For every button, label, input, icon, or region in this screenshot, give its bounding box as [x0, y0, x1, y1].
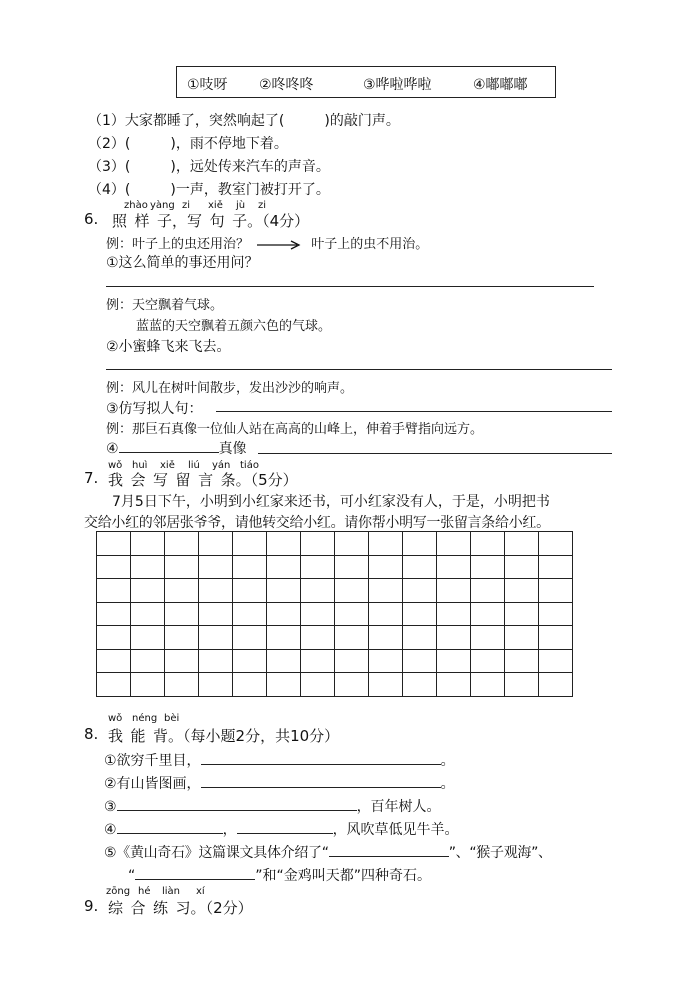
grid-cell[interactable] [233, 579, 267, 603]
q5-item-4-suffix: )一声，教室门被打开了。 [170, 182, 330, 198]
pinyin: zi [182, 200, 191, 211]
option-4: ④嘟嘟嘟 [473, 77, 528, 93]
q8-heading [84, 725, 340, 745]
grid-cell[interactable] [369, 626, 403, 650]
grid-cell[interactable] [131, 673, 165, 697]
pinyin: xiě [160, 460, 175, 471]
grid-row [97, 579, 573, 603]
q5-item-3-suffix: )，远处传来汽车的声音。 [170, 159, 330, 175]
grid-cell[interactable] [437, 649, 471, 673]
grid-cell[interactable] [369, 673, 403, 697]
q8-item-1 [104, 750, 455, 770]
grid-cell[interactable] [539, 602, 573, 626]
title-char: 我 [108, 727, 124, 745]
grid-cell[interactable] [403, 555, 437, 579]
grid-cell[interactable] [165, 673, 199, 697]
grid-cell[interactable] [335, 555, 369, 579]
grid-cell[interactable] [505, 649, 539, 673]
title-char: 练 [153, 899, 169, 917]
pinyin: yàng [150, 200, 175, 211]
grid-cell[interactable] [403, 532, 437, 556]
grid-cell[interactable] [97, 532, 131, 556]
q6-heading [84, 210, 310, 230]
grid-cell[interactable] [471, 602, 505, 626]
example-text: 例：叶子上的虫还用治？ [106, 237, 250, 252]
q7-prompt-line-2: 交给小红的邻居张爷爷，请他转交给小红。请你帮小明写一张留言条给小红。 [84, 515, 550, 531]
q8-item-3-end: ，百年树人。 [356, 799, 441, 815]
grid-cell[interactable] [471, 532, 505, 556]
grid-cell[interactable] [131, 602, 165, 626]
grid-cell[interactable] [233, 649, 267, 673]
grid-row [97, 673, 573, 697]
grid-row [97, 555, 573, 579]
q5-item-2-suffix: )，雨不停地下着。 [170, 136, 288, 152]
grid-cell[interactable] [233, 602, 267, 626]
title-char: 条。 [220, 471, 251, 489]
q6-example-2b: 蓝蓝的天空飘着五颜六色的气球。 [136, 319, 332, 334]
grid-cell[interactable] [369, 579, 403, 603]
grid-cell[interactable] [335, 532, 369, 556]
option-2: ②咚咚咚 [259, 77, 314, 93]
q6-title [112, 210, 309, 231]
answer-blank[interactable] [329, 842, 449, 857]
pinyin: liú [188, 460, 200, 471]
title-char: 综 [108, 899, 124, 917]
pinyin: wǒ [108, 460, 123, 471]
q8-item-3 [104, 796, 441, 816]
grid-row [97, 649, 573, 673]
title-char: 言 [198, 471, 214, 489]
q6-item-1: ①这么简单的事还用问？ [106, 255, 259, 271]
grid-cell[interactable] [199, 602, 233, 626]
q6-score: （4分） [262, 212, 310, 230]
q9-number: 9. [84, 897, 99, 915]
grid-cell[interactable] [131, 579, 165, 603]
grid-cell[interactable] [131, 555, 165, 579]
arrow-right-icon [257, 240, 303, 250]
q6-item-3-label: ③仿写拟人句： [106, 401, 203, 417]
grid-cell[interactable] [369, 602, 403, 626]
grid-cell[interactable] [267, 532, 301, 556]
q7-title [108, 469, 298, 490]
grid-cell[interactable] [539, 532, 573, 556]
pinyin: xí [196, 886, 205, 897]
grid-cell[interactable] [199, 532, 233, 556]
pinyin: zi [258, 200, 267, 211]
title-char: 我 [108, 471, 124, 489]
answer-blank[interactable] [135, 865, 255, 880]
grid-cell[interactable] [437, 579, 471, 603]
q7-heading [84, 469, 298, 489]
q6-example-4: 例：那巨石真像一位仙人站在高高的山峰上，伸着手臂指向远方。 [106, 422, 484, 437]
grid-cell[interactable] [369, 649, 403, 673]
pinyin: zōng [106, 886, 131, 897]
grid-cell[interactable] [335, 673, 369, 697]
grid-cell[interactable] [165, 579, 199, 603]
answer-blank[interactable] [237, 819, 333, 834]
q8-item-2-text: ②有山皆图画， [104, 776, 201, 792]
q8-item-2 [104, 773, 455, 793]
q7-number: 7. [84, 469, 99, 487]
example-answer: 叶子上的虫不用治。 [311, 237, 429, 252]
pinyin: zhào [124, 200, 148, 211]
grid-row [97, 602, 573, 626]
grid-cell[interactable] [335, 579, 369, 603]
grid-cell[interactable] [301, 532, 335, 556]
grid-cell[interactable] [505, 602, 539, 626]
grid-cell[interactable] [131, 532, 165, 556]
options-box [176, 66, 556, 98]
grid-cell[interactable] [199, 649, 233, 673]
punct: ， [222, 822, 237, 838]
q6-item-4 [106, 438, 247, 458]
q5-item-4-prefix: （4）( [88, 182, 131, 198]
answer-line[interactable] [216, 411, 612, 412]
q6-item-2: ②小蜜蜂飞来飞去。 [106, 339, 231, 355]
q6-number: 6. [84, 210, 99, 228]
option-1: ①吱呀 [187, 77, 228, 93]
grid-cell[interactable] [335, 626, 369, 650]
title-char: 能 [130, 727, 146, 745]
q7-score: （5分） [250, 471, 298, 489]
grid-cell[interactable] [437, 532, 471, 556]
grid-cell[interactable] [369, 555, 403, 579]
q5-item-1-prefix: （1）大家都睡了，突然响起了( [88, 113, 285, 129]
grid-cell[interactable] [301, 579, 335, 603]
pinyin: xiě [208, 200, 223, 211]
grid-cell[interactable] [233, 673, 267, 697]
grid-cell[interactable] [165, 626, 199, 650]
grid-cell[interactable] [267, 555, 301, 579]
q8-item-5-text-d: ”和“金鸡叫天都”四种奇石。 [255, 868, 432, 884]
q7-prompt-line-1: 7月5日下午，小明到小红家来还书，可小红家没有人，于是，小明把书 [112, 494, 550, 510]
grid-cell[interactable] [403, 649, 437, 673]
grid-cell[interactable] [97, 626, 131, 650]
q8-title [108, 725, 339, 746]
q8-number: 8. [84, 725, 99, 743]
q8-item-5-cont [128, 865, 431, 885]
title-char: 样 [134, 212, 150, 230]
q6-example-1 [106, 233, 428, 252]
q5-item-4 [88, 179, 330, 199]
answer-blank[interactable] [117, 796, 357, 811]
pinyin: jù [236, 200, 246, 211]
title-char: 写 [187, 212, 203, 230]
pinyin: wǒ [108, 713, 123, 724]
grid-cell[interactable] [505, 555, 539, 579]
grid-cell[interactable] [165, 602, 199, 626]
grid-cell[interactable] [505, 626, 539, 650]
grid-cell[interactable] [165, 555, 199, 579]
q8-item-5 [104, 842, 552, 862]
title-char: 子。 [232, 212, 263, 230]
grid-cell[interactable] [97, 602, 131, 626]
grid-cell[interactable] [301, 602, 335, 626]
title-char: 会 [130, 471, 146, 489]
grid-cell[interactable] [539, 673, 573, 697]
punct: 。 [440, 753, 455, 769]
grid-cell[interactable] [403, 602, 437, 626]
grid-cell[interactable] [267, 649, 301, 673]
grid-cell[interactable] [437, 555, 471, 579]
q6-example-2a: 例：天空飘着气球。 [106, 298, 224, 313]
q5-item-3-prefix: （3）( [88, 159, 131, 175]
answer-line[interactable] [258, 453, 612, 454]
q5-item-1 [88, 110, 400, 130]
grid-cell[interactable] [267, 673, 301, 697]
q5-item-2 [88, 133, 288, 153]
grid-cell[interactable] [369, 532, 403, 556]
grid-row [97, 626, 573, 650]
title-char: 留 [175, 471, 191, 489]
q8-item-4 [104, 819, 459, 839]
q9-heading [84, 897, 253, 917]
grid-cell[interactable] [301, 555, 335, 579]
q8-item-4-end: ，风吹草低见牛羊。 [332, 822, 459, 838]
grid-cell[interactable] [505, 673, 539, 697]
answer-blank[interactable] [117, 819, 223, 834]
option-3: ③哗啦哗啦 [363, 77, 432, 93]
answer-blank[interactable] [119, 438, 219, 453]
answer-blank[interactable] [201, 750, 441, 765]
grid-cell[interactable] [335, 649, 369, 673]
q6-example-3: 例：风儿在树叶间散步，发出沙沙的响声。 [106, 381, 354, 396]
grid-cell[interactable] [539, 555, 573, 579]
grid-cell[interactable] [471, 649, 505, 673]
grid-cell[interactable] [301, 626, 335, 650]
grid-cell[interactable] [165, 532, 199, 556]
pinyin: tiáo [240, 460, 259, 471]
grid-cell[interactable] [267, 626, 301, 650]
grid-cell[interactable] [97, 579, 131, 603]
grid-cell[interactable] [403, 579, 437, 603]
punct: 。 [440, 776, 455, 792]
grid-cell[interactable] [403, 626, 437, 650]
q9-title [108, 897, 253, 918]
pinyin: bèi [164, 713, 180, 724]
q5-item-1-suffix: )的敲门声。 [324, 113, 400, 129]
title-char: 习。 [175, 899, 206, 917]
title-char: 写 [153, 471, 169, 489]
grid-cell[interactable] [437, 673, 471, 697]
q6-item-3 [106, 398, 203, 418]
grid-cell[interactable] [539, 649, 573, 673]
q6-item-4-mid: 真像 [218, 441, 247, 457]
title-char: 背。 [153, 727, 184, 745]
grid-cell[interactable] [165, 649, 199, 673]
q6-item-4-prefix: ④ [106, 441, 119, 457]
q8-item-4-text: ④ [104, 822, 117, 838]
q9-score: （2分） [205, 899, 253, 917]
pinyin: néng [132, 713, 158, 724]
q8-item-5-text: ⑤《黄山奇石》这篇课文具体介绍了“ [104, 845, 329, 861]
grid-cell[interactable] [97, 673, 131, 697]
grid-cell[interactable] [233, 532, 267, 556]
answer-line[interactable] [106, 369, 612, 370]
grid-cell[interactable] [471, 673, 505, 697]
grid-cell[interactable] [199, 579, 233, 603]
grid-cell[interactable] [267, 602, 301, 626]
q5-item-3 [88, 156, 330, 176]
title-char: 句 [209, 212, 225, 230]
grid-cell[interactable] [471, 555, 505, 579]
q5-item-2-prefix: （2）( [88, 136, 131, 152]
grid-cell[interactable] [233, 555, 267, 579]
grid-cell[interactable] [437, 602, 471, 626]
q8-score: （每小题2分，共10分） [183, 727, 340, 745]
grid-cell[interactable] [301, 673, 335, 697]
pinyin: huì [132, 460, 148, 471]
answer-blank[interactable] [201, 773, 441, 788]
grid-cell[interactable] [471, 579, 505, 603]
grid-cell[interactable] [335, 602, 369, 626]
grid-cell[interactable] [199, 555, 233, 579]
grid-cell[interactable] [301, 649, 335, 673]
grid-cell[interactable] [233, 626, 267, 650]
title-char: 合 [130, 899, 146, 917]
grid-cell[interactable] [539, 626, 573, 650]
title-char: 子， [157, 212, 188, 230]
writing-grid[interactable] [96, 531, 573, 697]
pinyin: liàn [162, 886, 181, 897]
grid-cell[interactable] [267, 579, 301, 603]
q8-item-5-text-b: ”、“猴子观海”、 [448, 845, 552, 861]
grid-cell[interactable] [471, 626, 505, 650]
q8-item-3-text: ③ [104, 799, 117, 815]
title-char: 照 [112, 212, 128, 230]
pinyin: hé [138, 886, 151, 897]
grid-cell[interactable] [199, 673, 233, 697]
grid-cell[interactable] [505, 532, 539, 556]
grid-cell[interactable] [97, 555, 131, 579]
grid-cell[interactable] [97, 649, 131, 673]
grid-cell[interactable] [131, 649, 165, 673]
grid-cell[interactable] [505, 579, 539, 603]
quote-open: “ [128, 868, 136, 884]
answer-line[interactable] [106, 286, 594, 287]
grid-cell[interactable] [403, 673, 437, 697]
grid-cell[interactable] [199, 626, 233, 650]
grid-cell[interactable] [131, 626, 165, 650]
grid-cell[interactable] [539, 579, 573, 603]
grid-cell[interactable] [437, 626, 471, 650]
pinyin: yán [212, 460, 231, 471]
q8-item-1-text: ①欲穷千里目， [104, 753, 201, 769]
grid-row [97, 532, 573, 556]
